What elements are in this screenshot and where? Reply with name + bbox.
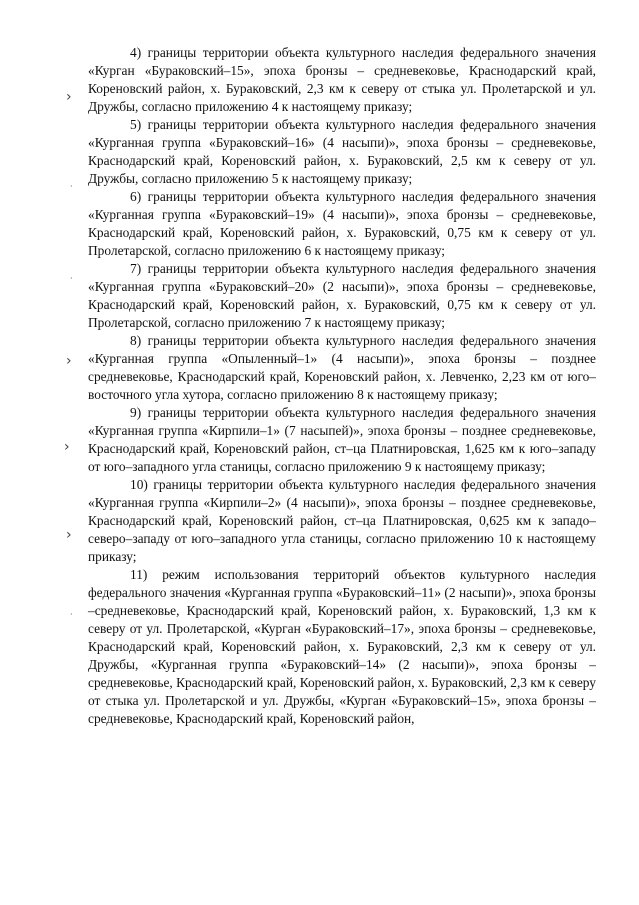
- margin-check-mark-icon: ›: [64, 439, 70, 455]
- margin-dot-icon: ·: [70, 610, 73, 619]
- paragraph-item-8: 8) границы территории объекта культурного наследия федерального значения «Курганная группа «Опыленный–1» (4 насыпи)», эпоха бронзы – позднее средневековье, Краснодарский край, Кореновский район, х. Левченко, 2,23 км от юго–восточного угла хутора, согласно приложению 8 к настоящему приказу;: [88, 333, 596, 402]
- margin-check-mark-icon: ›: [66, 353, 72, 369]
- paragraph-item-10: 10) границы территории объекта культурного наследия федерального значения «Курганная группа «Кирпили–2» (4 насыпи)», эпоха бронзы – позднее средневековье, Краснодарский край, Кореновский район, ст–ца Платнировская, 0,625 км к западо–северо–западу от юго–западного угла станицы, согласно приложению 10 к настоящему приказу;: [88, 477, 596, 564]
- paragraph-item-7: 7) границы территории объекта культурного наследия федерального значения «Курганная группа «Бураковский–20» (2 насыпи)», эпоха бронзы – средневековье, Краснодарский край, Кореновский район, х. Бураковский, 0,75 км к северу от ул. Пролетарской, согласно приложению 7 к настоящему приказу;: [88, 261, 596, 330]
- margin-check-mark-icon: ›: [66, 89, 72, 105]
- margin-check-mark-icon: ›: [66, 527, 72, 543]
- margin-dot-icon: ·: [70, 274, 73, 283]
- paragraph-item-4: 4) границы территории объекта культурного наследия федерального значения «Курган «Бураковский–15», эпоха бронзы – средневековье, Краснодарский край, Кореновский район, х. Бураковский, 2,3 км к северу от стыка ул. Пролетарской и ул. Дружбы, согласно приложению 4 к настоящему приказу;: [88, 45, 596, 114]
- paragraph-item-6: 6) границы территории объекта культурного наследия федерального значения «Курганная группа «Бураковский–19» (4 насыпи)», эпоха бронзы – средневековье, Краснодарский край, Кореновский район, х. Бураковский, 0,75 км к северу от ул. Пролетарской, согласно приложению 6 к настоящему приказу;: [88, 189, 596, 258]
- document-page: [88, 44, 596, 728]
- paragraph-item-5: 5) границы территории объекта культурного наследия федерального значения «Курганная группа «Бураковский–16» (4 насыпи)», эпоха бронзы – средневековье, Краснодарский край, Кореновский район, х. Бураковский, 2,5 км к северу от ул. Дружбы, согласно приложению 5 к настоящему приказу;: [88, 117, 596, 186]
- paragraph-item-11: 11) режим использования территорий объектов культурного наследия федерального значения «Курганная группа «Бураковский–11» (2 насыпи)», эпоха бронзы –средневековье, Краснодарский край, Кореновский район, х. Бураковский, 1,3 км к северу от ул. Пролетарской, «Курган «Бураковский–17», эпоха бронзы – средневековье, Краснодарский край, Кореновский район, х. Бураковский, 2,3 км к северу от ул. Дружбы, «Курганная группа «Бураковский–14» (2 насыпи)», эпоха бронзы –средневековье, Краснодарский край, Кореновский район, х. Бураковский, 2,3 км к северу от стыка ул. Пролетарской и ул. Дружбы, «Курган «Бураковский–15», эпоха бронзы – средневековье, Краснодарский край, Кореновский район,: [88, 567, 596, 726]
- paragraph-item-9: 9) границы территории объекта культурного наследия федерального значения «Курганная группа «Кирпили–1» (7 насыпей)», эпоха бронзы – позднее средневековье, Краснодарский край, Кореновский район, ст–ца Платнировская, 1,625 км к юго–западу от юго–западного угла станицы, согласно приложению 9 к настоящему приказу;: [88, 405, 596, 474]
- margin-dot-icon: ·: [70, 182, 73, 191]
